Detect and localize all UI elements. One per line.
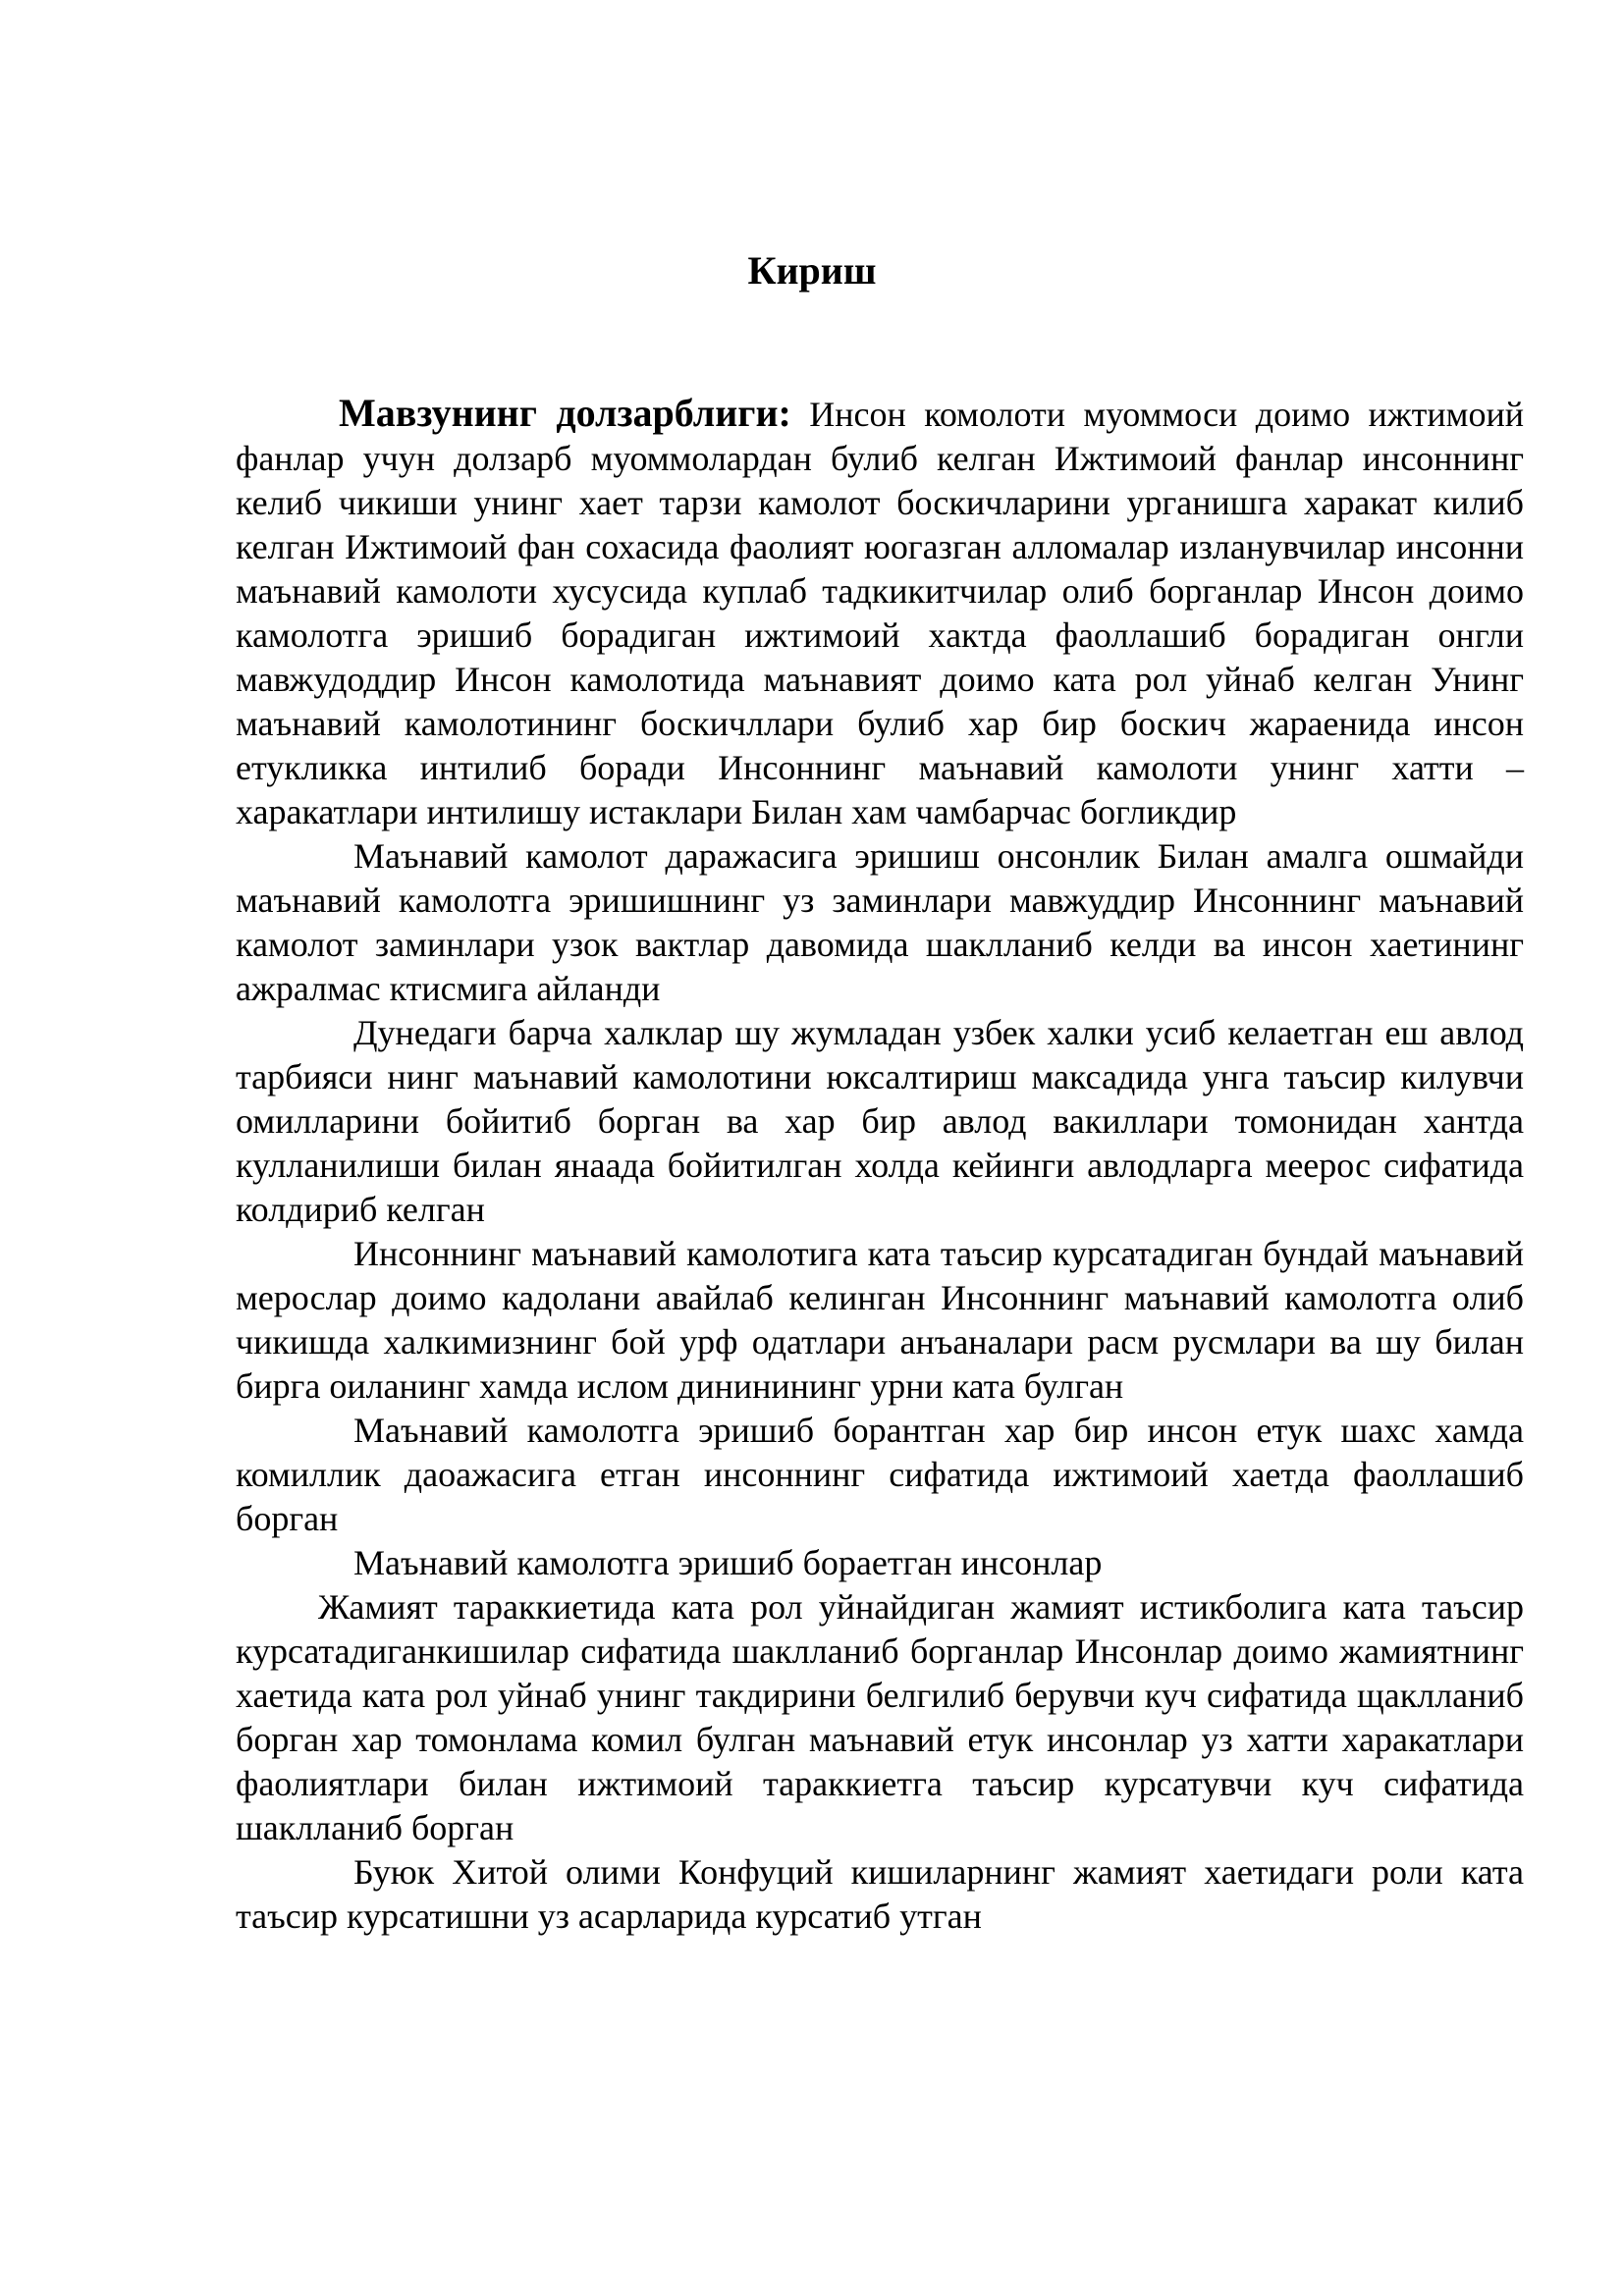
paragraph: Дунедаги барча халклар шу жумладан узбек халки усиб келаетган еш авлод тарбияси нинг маънавий камолотини юксалтириш максадида унга таъсир килувчи омилларини бойитиб борган ва хар бир авлод вакиллари томонидан хантда кулланилиши билан янаада бойитилган холда кейинги авлодларга меерос сифатида колдириб келган <box>236 1013 1524 1229</box>
paragraph: Маънавий камолотга эришиб борантган хар бир инсон етук шахс хамда комиллик даоажасига етган инсоннинг сифатида ижтимоий хаетда фаоллашиб борган <box>236 1411 1524 1538</box>
paragraph: Маънавий камолотга эришиб бораетган инсонлар <box>353 1543 1103 1582</box>
paragraph: Жамият тараккиетида ката рол уйнайдиган жамият истикболига ката таъсир курсатадиганкишилар сифатида шаклланиб борганлар Инсонлар доимо жамиятнинг хаетида ката рол уйнаб унинг такдирини белгилиб берувчи куч сифатида щаклланиб борган хар томонлама комил булган маънавий етук инсонлар уз хатти харакатлари фаолиятлари билан ижтимоий тараккиетга таъсир курсатувчи куч сифатида шаклланиб борган <box>236 1587 1524 1847</box>
paragraph-relevance <box>236 391 1524 834</box>
paragraph: Буюк Хитой олими Конфуций кишиларнинг жамият хаетидаги роли ката таъсир курсатишни уз асарларида курсатиб утган <box>236 1852 1524 1936</box>
relevance-heading: Мавзунинг долзарблиги: <box>339 391 791 435</box>
paragraph: Инсоннинг маънавий камолотига ката таъсир курсатадиган бундай маънавий мерослар доимо кадолани авайлаб келинган Инсоннинг маънавий камолотга олиб чикишда халкимизнинг бой урф одатлари анъаналари расм русмлари ва шу билан бирга оиланинг хамда ислом дининининг урни ката булган <box>236 1234 1524 1406</box>
relevance-text: Инсон комолоти муоммоси доимо ижтимоий фанлар учун долзарб муоммолардан булиб келган Ижтимоий фанлар инсоннинг келиб чикиши унинг хает тарзи камолот боскичларини урганишга харакат килиб келган Ижтимоий фан сохасида фаолият юогазган алломалар изланувчилар инсонни маънавий камолоти хусусида куплаб тадкикитчилар олиб борганлар Инсон доимо камолотга эришиб борадиган ижтимоий хактда фаоллашиб борадиган онгли мавжудоддир Инсон камолотида маънавият доимо ката рол уйнаб келган Унинг маънавий камолотининг боскичллари булиб хар бир боскич жараенида инсон етукликка интилиб боради Инсоннинг маънавий камолоти унинг хатти – харакатлари интилишу истаклари Билан хам чамбарчас богликдир <box>236 395 1524 831</box>
paragraph: Маънавий камолот даражасига эришиш онсонлик Билан амалга ошмайди маънавий камолотга эришишнинг уз заминлари мавжуддир Инсоннинг маънавий камолот заминлари узок вактлар давомида шаклланиб келди ва инсон хаетининг ажралмас ктисмига айланди <box>236 836 1524 1008</box>
page-title: Кириш <box>747 248 877 293</box>
document-body <box>236 391 1524 1939</box>
